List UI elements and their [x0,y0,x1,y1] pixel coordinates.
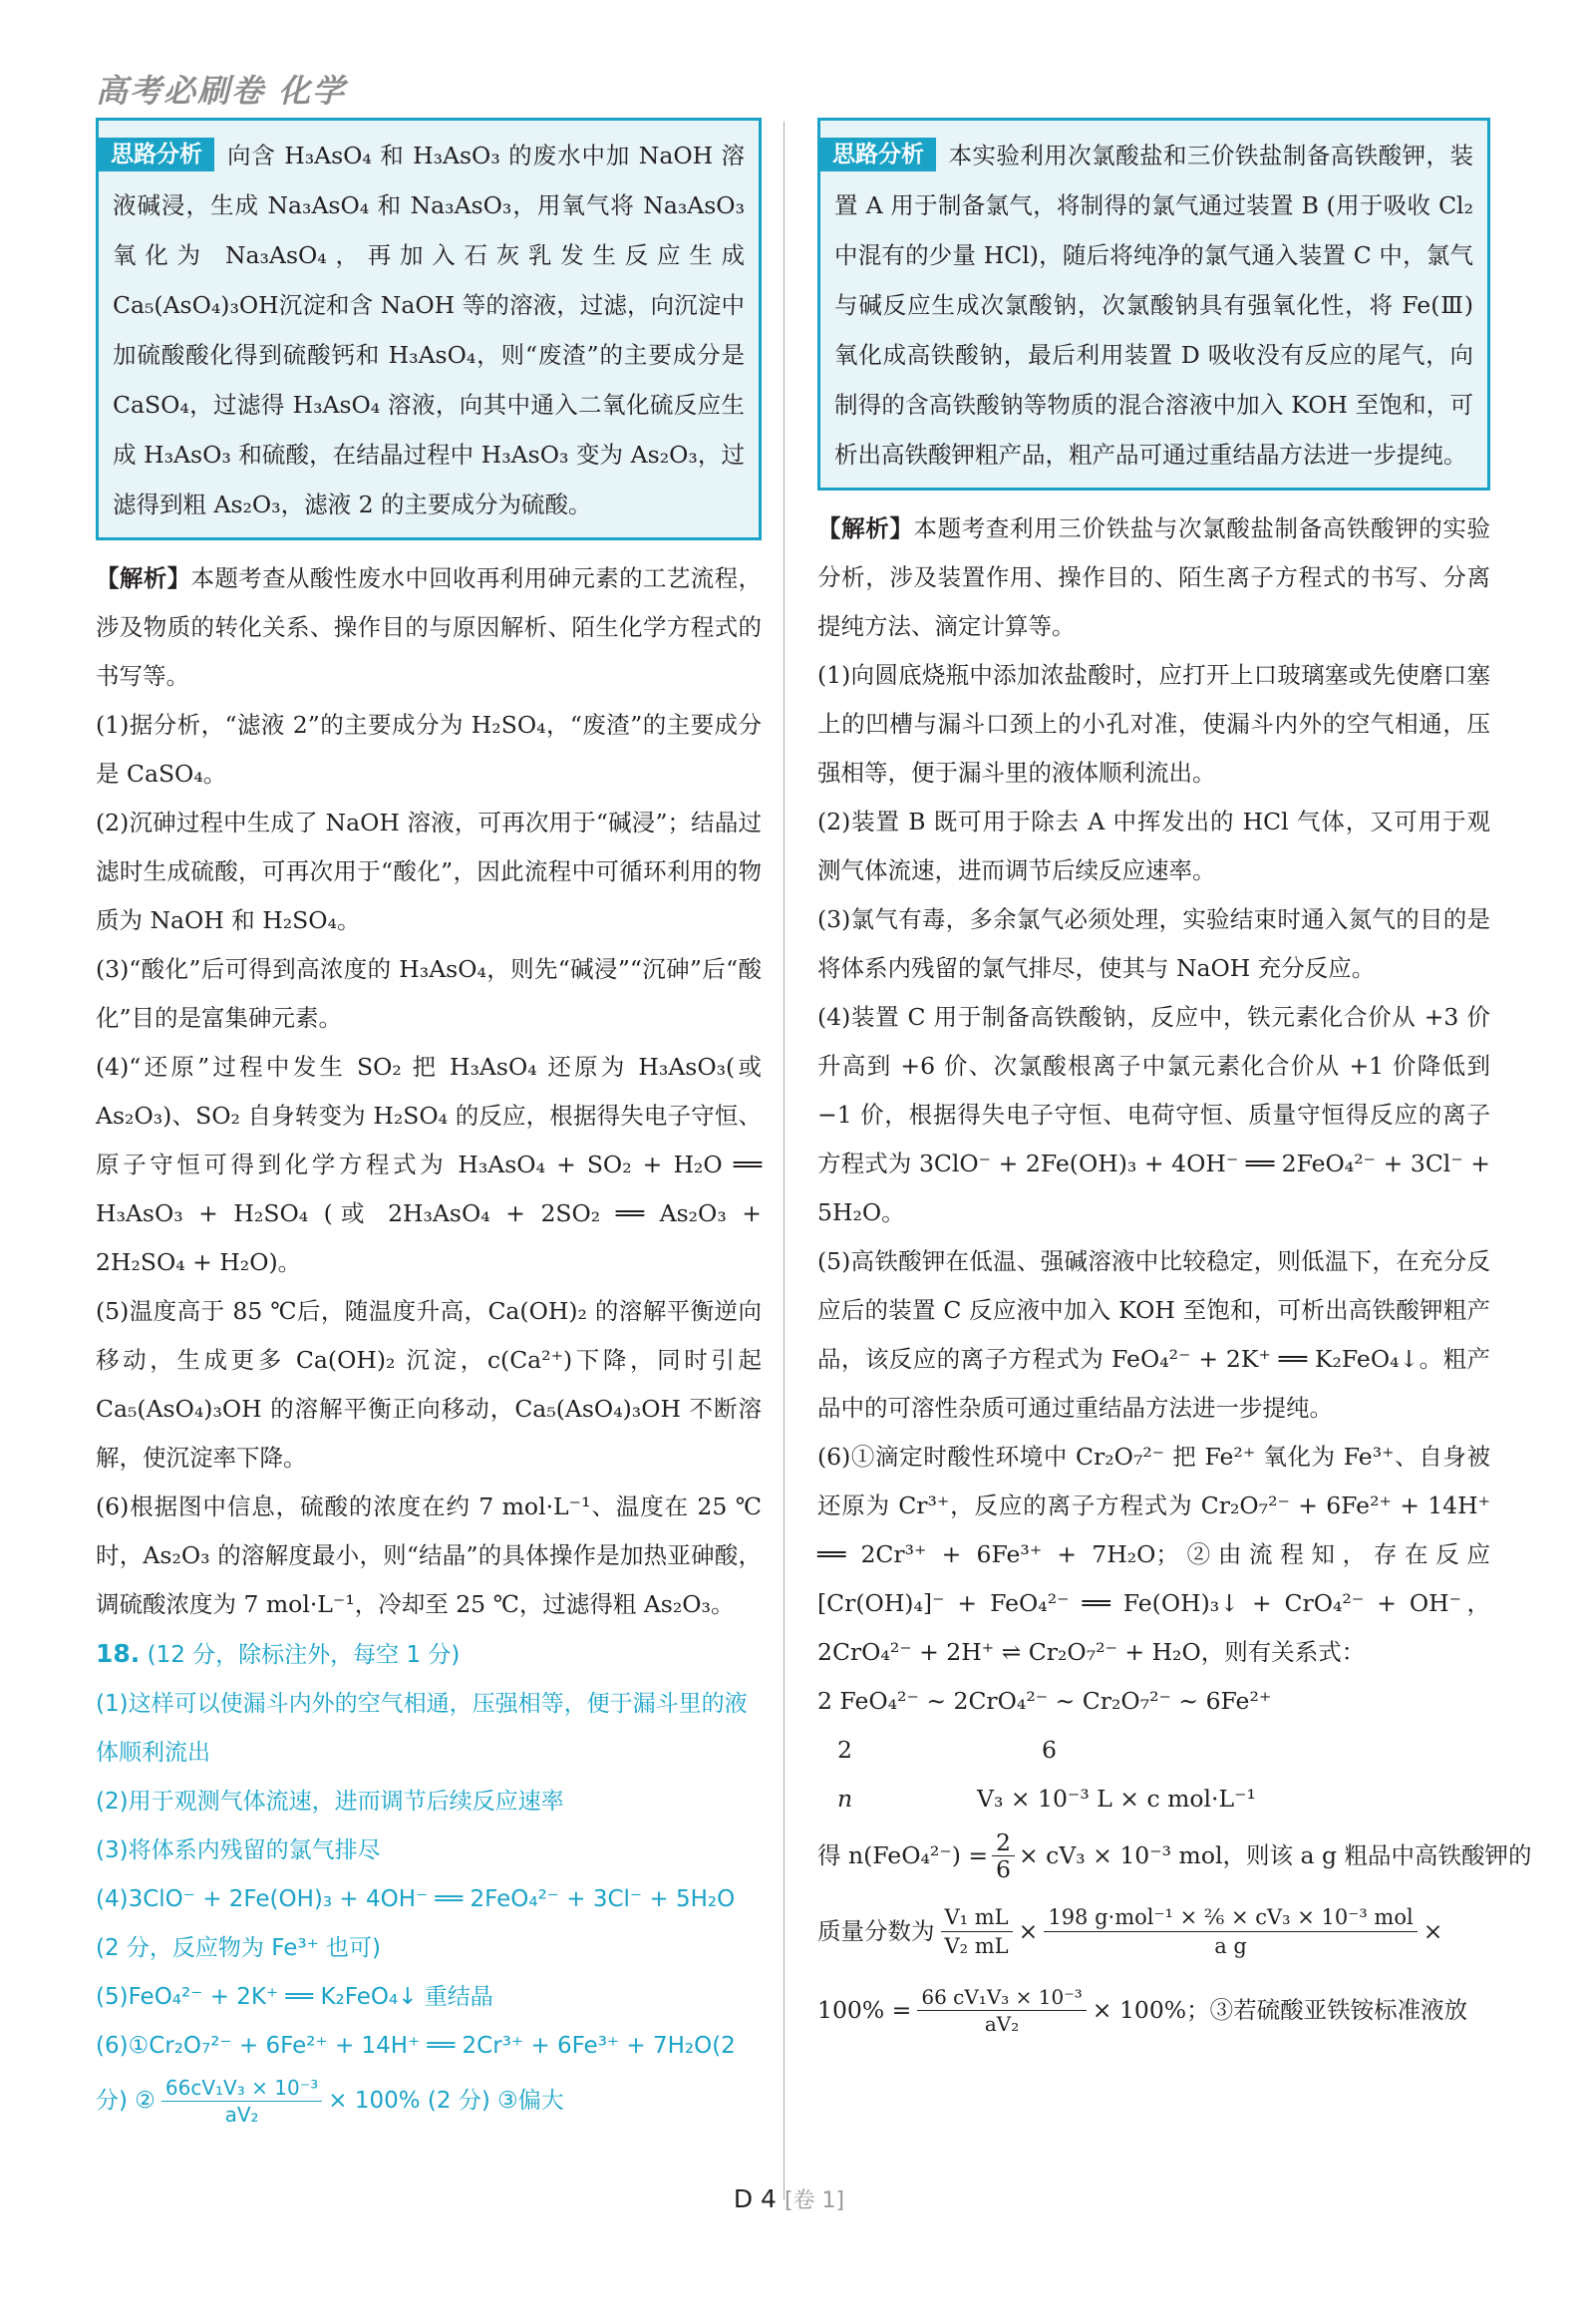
mass-fraction-2-den: a g [1214,1933,1247,1958]
answer-fraction-den: aV₂ [224,2102,259,2127]
mass-line [817,1887,1490,1975]
answer-6: (6)①Cr₂O₇²⁻ + 6Fe²⁺ + 14H⁺ ══ 2Cr³⁺ + 6Fe³⁺ + 7H₂O(2 [96,2033,736,2059]
jiexi-text-right: 本题考查利用三价铁盐与次氯酸盐制备高铁酸钾的实验分析，涉及装置作用、操作目的、陌生离子方程式的书写、分离提纯方法、滴定计算等。 [817,514,1491,640]
relation-coeff-b: 6 [1042,1736,1057,1764]
last-suffix: × 100%；③若硫酸亚铁铵标准液放 [1092,1995,1468,2024]
question-heading: (12 分，除标注外，每空 1 分) [147,1642,461,1668]
r-item-1: (1)向圆底烧瓶中添加浓盐酸时，应打开上口玻璃塞或先使磨口塞上的凹槽与漏斗口颈上的小孔对准，使漏斗内外的空气相通，压强相等，便于漏斗里的液体顺利流出。 [817,661,1490,787]
r-item-2: (2)装置 B 既可用于除去 A 中挥发出的 HCl 气体，又可用于观测气体流速，进而调节后续反应速率。 [817,808,1490,884]
answer-4: (4)3ClO⁻ + 2Fe(OH)₃ + 4OH⁻ ══ 2FeO₄²⁻ + 3Cl⁻ + 5H₂O [96,1886,736,1912]
page-footer [0,2183,1578,2214]
explanation-right [817,504,1490,1677]
last-prefix: 100% = [817,1995,912,2024]
relation-var-n: n [837,1785,853,1813]
mass-fraction-2 [1044,1903,1417,1960]
analysis-tag-right: 思路分析 [820,138,936,171]
item-3: (3)“酸化”后可得到高浓度的 H₃AsO₄，则先“碱浸”“沉砷”后“酸化”目的是富集砷元素。 [96,955,762,1032]
analysis-box [96,118,762,540]
mass-fraction-2-num: 198 g·mol⁻¹ × ²⁄₆ × cV₃ × 10⁻³ mol [1044,1903,1417,1932]
last-line [817,1975,1490,2045]
r-item-6: (6)①滴定时酸性环境中 Cr₂O₇²⁻ 把 Fe²⁺ 氧化为 Fe³⁺、自身被还原为 Cr³⁺，反应的离子方程式为 Cr₂O₇²⁻ + 6Fe²⁺ + 14H⁺ ══ 2Cr³⁺ + 6Fe³⁺ + 7H₂O；②由流程知，存在反应 [Cr(OH)₄]⁻ + FeO₄²⁻ ══ Fe(OH)₃↓ + CrO₄²⁻ + OH⁻，2CrO₄²⁻ + 2H⁺ ⇌ Cr₂O₇²⁻ + H₂O，则有关系式： [817,1443,1490,1666]
answer-fraction-num: 66cV₁V₃ × 10⁻³ [161,2075,322,2102]
item-2: (2)沉砷过程中生成了 NaOH 溶液，可再次用于“碱浸”；结晶过滤时生成硫酸，可再次用于“酸化”，因此流程中可循环利用的物质为 NaOH 和 H₂SO₄。 [96,809,762,934]
get-fraction-den: 6 [996,1854,1011,1883]
right-column [817,118,1532,2045]
answer-fraction [161,2075,322,2128]
answer-6-cont [96,2071,762,2131]
relation-coeff-a: 2 [837,1736,852,1764]
mass-suffix: × [1422,1916,1443,1945]
mass-times: × [1018,1916,1039,1945]
mass-fraction-1-num: V₁ mL [941,1903,1013,1932]
mass-fraction-1-den: V₂ mL [944,1933,1009,1958]
mass-prefix: 质量分数为 [817,1916,935,1945]
analysis-box-right [817,118,1490,491]
get-prefix: 得 n(FeO₄²⁻) = [817,1840,989,1869]
answer-6-prefix: 分) ② [96,2087,156,2114]
get-fraction-num: 2 [992,1829,1015,1856]
page-header: 高考必刷卷 化学 [96,72,347,110]
relation-line: 2 FeO₄²⁻ ~ 2CrO₄²⁻ ~ Cr₂O₇²⁻ ~ 6Fe²⁺ [817,1687,1272,1715]
last-fraction-num: 66 cV₁V₃ × 10⁻³ [917,1984,1086,2011]
left-column [96,118,762,2131]
answer-1: (1)这样可以使漏斗内外的空气相通，压强相等，便于漏斗里的液体顺利流出 [96,1691,748,1766]
get-line [817,1824,1532,1887]
relation-var-row [817,1775,1490,1824]
question-number: 18. [96,1639,141,1668]
answer-2: (2)用于观测气体流速，进而调节后续反应速率 [96,1789,564,1815]
item-4: (4)“还原”过程中发生 SO₂ 把 H₃AsO₄ 还原为 H₃AsO₃(或 As₂O₃)、SO₂ 自身转变为 H₂SO₄ 的反应，根据得失电子守恒、原子守恒可得到化学方程式为 H₃AsO₄ + SO₂ + H₂O ══ H₃AsO₃ + H₂SO₄ (或 2H₃AsO₄ + 2SO₂ ══ As₂O₃ + 2H₂SO₄ + H₂O)。 [96,1053,762,1276]
item-6: (6)根据图中信息，硫酸的浓度在约 7 mol·L⁻¹、温度在 25 ℃时，As₂O₃ 的溶解度最小，则“结晶”的具体操作是加热亚砷酸，调硫酸浓度为 7 mol·L⁻¹，冷却至 25 ℃，过滤得粗 As₂O₃。 [96,1493,762,1618]
last-fraction [917,1984,1086,2037]
get-fraction [992,1829,1015,1882]
page-number: D 4 [733,2184,777,2213]
jiexi-tag: 【解析】 [96,564,191,592]
calculation [817,1677,1532,2045]
jiexi-text: 本题考查从酸性废水中回收再利用砷元素的工艺流程，涉及物质的转化关系、操作目的与原因解析、陌生化学方程式的书写等。 [96,564,763,690]
column-divider [784,122,785,2200]
item-1: (1)据分析，“滤液 2”的主要成分为 H₂SO₄，“废渣”的主要成分是 CaSO₄。 [96,711,762,788]
answer-block-18 [96,1629,762,2131]
explanation [96,554,762,1629]
jiexi-tag-right: 【解析】 [817,514,914,542]
answer-6-suffix: × 100% (2 分) ③偏大 [328,2087,564,2114]
answer-5: (5)FeO₄²⁻ + 2K⁺ ══ K₂FeO₄↓ 重结晶 [96,1984,493,2010]
last-fraction-den: aV₂ [984,2011,1020,2036]
page-volume: [卷 1] [784,2188,845,2213]
relation-var-v: V₃ × 10⁻³ L × c mol·L⁻¹ [977,1785,1256,1813]
item-5: (5)温度高于 85 ℃后，随温度升高，Ca(OH)₂ 的溶解平衡逆向移动，生成更多 Ca(OH)₂ 沉淀，c(Ca²⁺)下降，同时引起 Ca₅(AsO₄)₃OH 的溶解平衡正向移动，Ca₅(AsO₄)₃OH 不断溶解，使沉淀率下降。 [96,1297,762,1472]
r-item-5: (5)高铁酸钾在低温、强碱溶液中比较稳定，则低温下，在充分反应后的装置 C 反应液中加入 KOH 至饱和，可析出高铁酸钾粗产品，该反应的离子方程式为 FeO₄²⁻ + 2K⁺ ══ K₂FeO₄↓。粗产品中的可溶性杂质可通过重结晶方法进一步提纯。 [817,1247,1490,1422]
analysis-tag: 思路分析 [99,138,214,171]
mass-fraction-1 [941,1903,1013,1960]
analysis-text: 向含 H₃AsO₄ 和 H₃AsO₃ 的废水中加 NaOH 溶液碱浸，生成 Na₃AsO₄ 和 Na₃AsO₃，用氧气将 Na₃AsO₃ 氧化为 Na₃AsO₄，再加入石灰乳发生反应生成 Ca₅(AsO₄)₃OH沉淀和含 NaOH 等的溶液，过滤，向沉淀中加硫酸酸化得到硫酸钙和 H₃AsO₄，则“废渣”的主要成分是 CaSO₄，过滤得 H₃AsO₄ 溶液，向其中通入二氧化硫反应生成 H₃AsO₃ 和硫酸，在结晶过程中 H₃AsO₃ 变为 As₂O₃，过滤得到粗 As₂O₃，滤液 2 的主要成分为硫酸。 [113,142,745,518]
answer-4-note: (2 分，反应物为 Fe³⁺ 也可) [96,1935,381,1961]
r-item-4: (4)装置 C 用于制备高铁酸钠，反应中，铁元素化合价从 +3 价升高到 +6 价、次氯酸根离子中氯元素化合价从 +1 价降低到 −1 价，根据得失电子守恒、电荷守恒、质量守恒得反应的离子方程式为 3ClO⁻ + 2Fe(OH)₃ + 4OH⁻ ══ 2FeO₄²⁻ + 3Cl⁻ + 5H₂O。 [817,1003,1490,1226]
r-item-3: (3)氯气有毒，多余氯气必须处理，实验结束时通入氮气的目的是将体系内残留的氯气排尽，使其与 NaOH 充分反应。 [817,905,1490,982]
get-suffix: × cV₃ × 10⁻³ mol，则该 a g 粗品中高铁酸钾的 [1019,1840,1532,1869]
analysis-text-right: 本实验利用次氯酸盐和三价铁盐制备高铁酸钾，装置 A 用于制备氯气，将制得的氯气通过装置 B (用于吸收 Cl₂ 中混有的少量 HCl)，随后将纯净的氯气通入装置 C 中，氯气与碱反应生成次氯酸钠，次氯酸钠具有强氧化性，将 Fe(Ⅲ)氧化成高铁酸钠，最后利用装置 D 吸收没有反应的尾气，向制得的含高铁酸钠等物质的混合溶液中加入 KOH 至饱和，可析出高铁酸钾粗产品，粗产品可通过重结晶方法进一步提纯。 [834,142,1473,469]
answer-3: (3)将体系内残留的氯气排尽 [96,1837,381,1863]
relation-coeff-row [817,1726,1490,1775]
